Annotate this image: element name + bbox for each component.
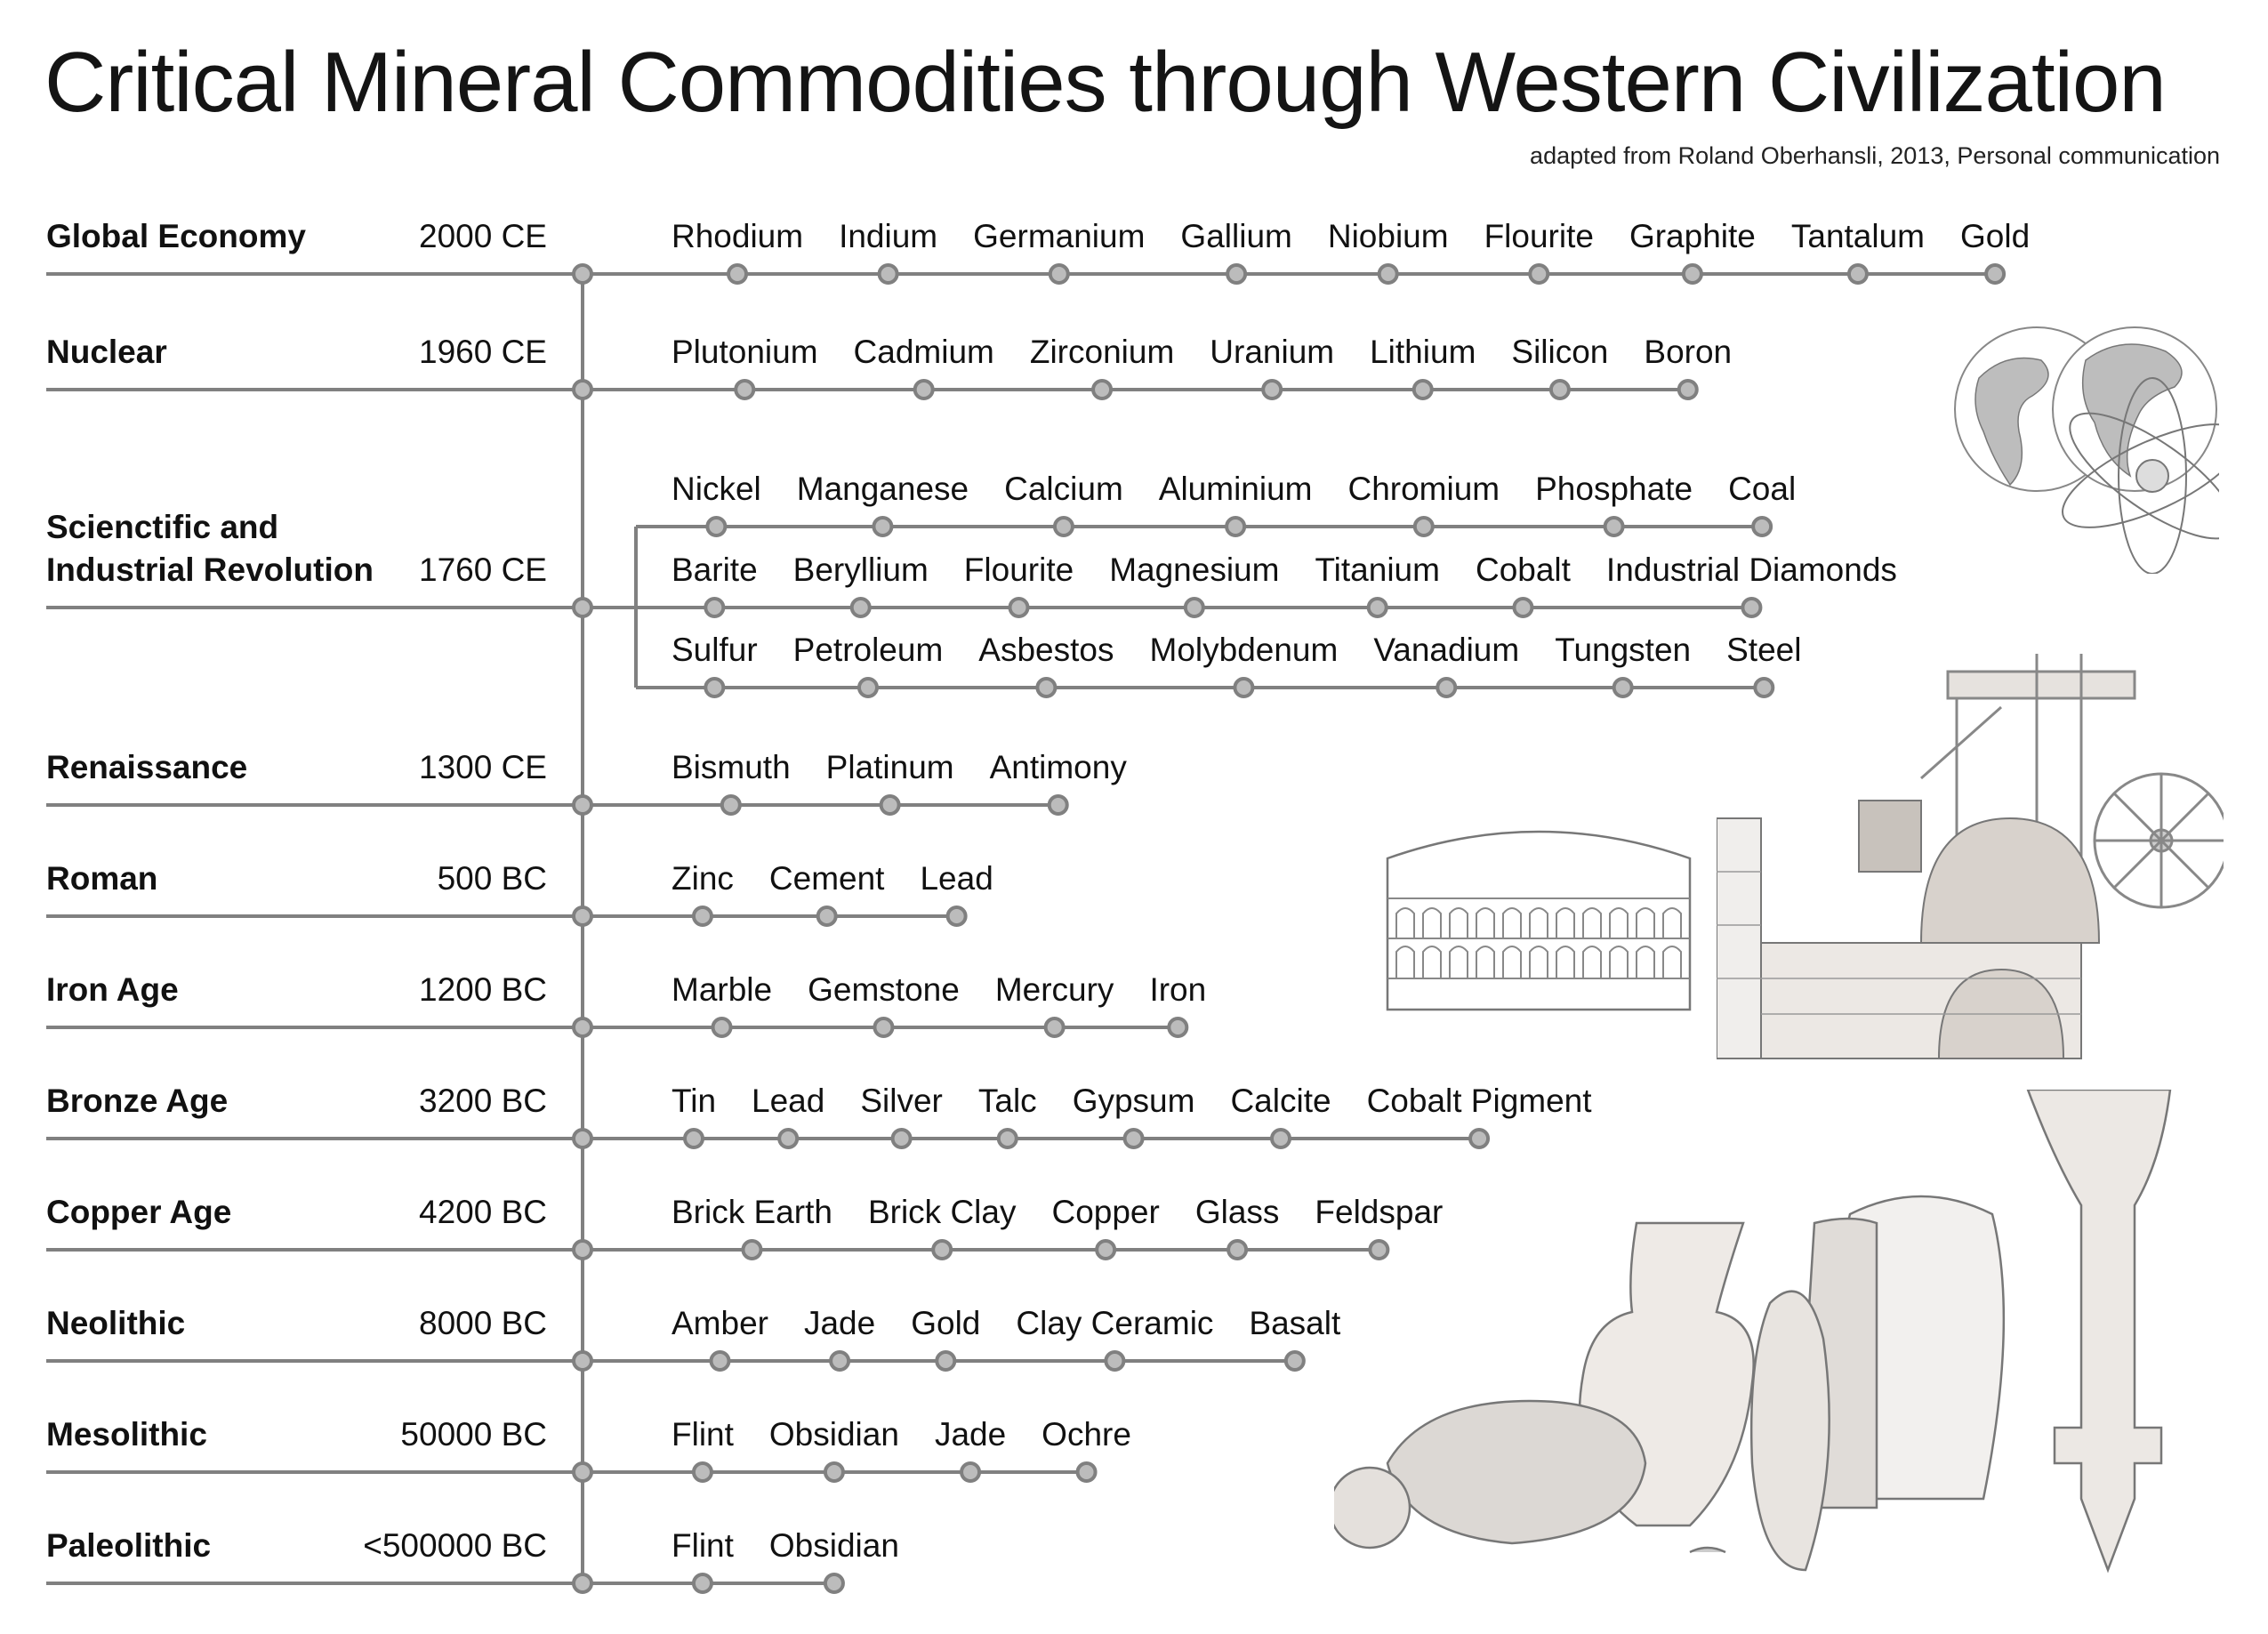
mineral-label: Gold	[1960, 218, 2031, 254]
mineral-label: Flint	[672, 1527, 734, 1564]
mineral-node	[915, 381, 933, 398]
mineral-label: Basalt	[1249, 1305, 1341, 1341]
mineral-label: Brick Clay	[867, 1194, 1017, 1230]
era-node	[574, 599, 591, 616]
mineral-node	[1679, 381, 1697, 398]
mineral-label: Tungsten	[1555, 632, 1692, 668]
mineral-label: Feldspar	[1315, 1194, 1444, 1230]
mineral-node	[736, 381, 753, 398]
mineral-node	[1614, 679, 1632, 696]
mineral-label: Niobium	[1327, 218, 1449, 254]
mineral-node	[1106, 1352, 1123, 1370]
mineral-label: Platinum	[825, 749, 954, 785]
mineral-node	[893, 1130, 911, 1147]
mineral-label: Coal	[1728, 471, 1797, 507]
mineral-label: Indium	[839, 218, 938, 254]
mineral-label: Calcium	[1004, 471, 1123, 507]
mineral-label: Germanium	[973, 218, 1146, 254]
mineral-node	[852, 599, 870, 616]
mineral-node	[859, 679, 877, 696]
era-node	[574, 907, 591, 925]
era-node	[574, 265, 591, 283]
mineral-label: Brick Earth	[672, 1194, 832, 1230]
mineral-label: Copper	[1051, 1194, 1160, 1230]
mineral-label: Mercury	[994, 971, 1114, 1008]
mineral-label: Petroleum	[792, 632, 944, 668]
mineral-label: Antimony	[989, 749, 1127, 785]
mineral-node	[707, 518, 725, 535]
mineral-node	[694, 1574, 712, 1592]
era-name: Iron Age	[46, 971, 179, 1008]
mineral-label: Lead	[920, 860, 993, 897]
mineral-node	[1009, 599, 1027, 616]
mineral-label: Gold	[911, 1305, 981, 1341]
mineral-label: Graphite	[1629, 218, 1756, 254]
mineral-node	[1514, 599, 1532, 616]
mineral-node	[711, 1352, 728, 1370]
mineral-label: Barite	[672, 551, 758, 588]
mineral-label: Ochre	[1042, 1416, 1131, 1453]
mineral-label: Silver	[860, 1083, 943, 1119]
mineral-node	[831, 1352, 848, 1370]
era-node	[574, 1574, 591, 1592]
mineral-node	[825, 1463, 843, 1481]
era-node	[574, 1463, 591, 1481]
era-name: Paleolithic	[46, 1527, 212, 1564]
mineral-node	[1228, 1241, 1246, 1259]
era-name: Roman	[46, 860, 158, 897]
mineral-node	[1050, 265, 1068, 283]
artifacts-icon	[1334, 1090, 2224, 1623]
era-date: 50000 BC	[400, 1416, 547, 1453]
mineral-label: Marble	[672, 971, 773, 1008]
mineral-label: Jade	[934, 1416, 1007, 1453]
mineral-label: Flourite	[1484, 218, 1594, 254]
mineral-node	[705, 599, 723, 616]
mineral-label: Amber	[672, 1305, 768, 1341]
mineral-label: Boron	[1644, 334, 1733, 370]
mineral-node	[1753, 518, 1771, 535]
era-date: 1960 CE	[419, 334, 547, 370]
era-row	[46, 749, 547, 785]
era-date: 500 BC	[437, 860, 547, 897]
mineral-node	[937, 1352, 954, 1370]
era-name: Global Economy	[46, 218, 306, 254]
mineral-node	[999, 1130, 1017, 1147]
mineral-label: Calcite	[1230, 1083, 1331, 1119]
mineral-label: Uranium	[1210, 334, 1335, 370]
mineral-label: Glass	[1194, 1194, 1280, 1230]
mineral-node	[694, 1463, 712, 1481]
mineral-label: Obsidian	[768, 1416, 899, 1453]
mineral-node	[1093, 381, 1111, 398]
mineral-node	[1379, 265, 1397, 283]
mineral-node	[961, 1463, 979, 1481]
mineral-node	[1037, 679, 1055, 696]
era-row	[46, 509, 547, 588]
mineral-label: Tantalum	[1790, 218, 1926, 254]
mineral-label: Iron	[1149, 971, 1207, 1008]
era-row	[46, 971, 547, 1008]
era-name: Industrial Revolution	[46, 551, 374, 588]
era-node	[574, 796, 591, 814]
mineral-label: Phosphate	[1535, 471, 1693, 507]
era-date: 2000 CE	[419, 218, 547, 254]
attribution: adapted from Roland Oberhansli, 2013, Personal communication	[1530, 142, 2220, 169]
era-name: Copper Age	[46, 1194, 232, 1230]
mineral-label: Titanium	[1315, 551, 1440, 588]
colosseum-icon	[1379, 823, 1699, 1018]
mineral-node	[1742, 599, 1760, 616]
mineral-node	[743, 1241, 760, 1259]
mineral-label: Nickel	[672, 471, 761, 507]
mineral-label: Steel	[1726, 632, 1802, 668]
mineral-label: Flint	[672, 1416, 734, 1453]
mineral-node	[825, 1574, 843, 1592]
mineral-label: Zirconium	[1029, 334, 1175, 370]
era-date: 1300 CE	[419, 749, 547, 785]
era-node	[574, 1352, 591, 1370]
mineral-label: Asbestos	[978, 632, 1114, 668]
mineral-label: Molybdenum	[1149, 632, 1339, 668]
era-row	[46, 1305, 547, 1341]
mineral-node	[1235, 679, 1252, 696]
mineral-node	[881, 796, 899, 814]
era-node	[574, 1130, 591, 1147]
era-name: Scienctific and	[46, 509, 279, 545]
mineral-node	[1272, 1130, 1290, 1147]
mineral-node	[779, 1130, 797, 1147]
mineral-label: Magnesium	[1109, 551, 1280, 588]
mineral-label: Cobalt	[1475, 551, 1571, 588]
mineral-label: Aluminium	[1158, 471, 1313, 507]
era-date: 4200 BC	[419, 1194, 547, 1230]
mineral-node	[1125, 1130, 1143, 1147]
era-row	[46, 860, 547, 897]
era-node	[574, 381, 591, 398]
mineral-node	[1078, 1463, 1096, 1481]
mineral-node	[1986, 265, 2004, 283]
mineral-label: Plutonium	[672, 334, 818, 370]
mineral-node	[1097, 1241, 1114, 1259]
cathedral-icon	[1717, 765, 2126, 1067]
mineral-node	[705, 679, 723, 696]
era-name: Mesolithic	[46, 1416, 207, 1453]
mineral-node	[1414, 381, 1432, 398]
era-row	[46, 1527, 547, 1564]
mineral-node	[880, 265, 897, 283]
mineral-node	[1530, 265, 1548, 283]
era-date: <500000 BC	[363, 1527, 547, 1564]
mineral-node	[1849, 265, 1867, 283]
mineral-label: Lithium	[1370, 334, 1476, 370]
era-row	[46, 218, 547, 254]
mineral-label: Silicon	[1511, 334, 1609, 370]
mineral-label: Tin	[672, 1083, 717, 1119]
era-row	[46, 1194, 547, 1230]
mineral-label: Industrial Diamonds	[1605, 551, 1897, 588]
era-name: Neolithic	[46, 1305, 186, 1341]
mineral-label: Gemstone	[808, 971, 960, 1008]
mineral-node	[1227, 265, 1245, 283]
mineral-node	[728, 265, 746, 283]
era-date: 3200 BC	[419, 1083, 547, 1119]
mineral-node	[1605, 518, 1623, 535]
mineral-label: Talc	[977, 1083, 1037, 1119]
mineral-node	[1046, 1018, 1064, 1036]
era-row	[46, 1083, 547, 1119]
mineral-node	[685, 1130, 703, 1147]
mineral-label: Flourite	[963, 551, 1074, 588]
era-name: Renaissance	[46, 749, 248, 785]
mineral-node	[818, 907, 836, 925]
mineral-node	[873, 518, 891, 535]
mineral-label: Vanadium	[1373, 632, 1520, 668]
era-row	[46, 1416, 547, 1453]
mineral-label: Cement	[768, 860, 885, 897]
mineral-label: Cobalt Pigment	[1366, 1083, 1592, 1119]
mineral-label: Gypsum	[1072, 1083, 1195, 1119]
era-row	[46, 334, 547, 370]
era-date: 1760 CE	[419, 551, 547, 588]
mineral-node	[1551, 381, 1569, 398]
era-date: 1200 BC	[419, 971, 547, 1008]
mineral-node	[1415, 518, 1433, 535]
mineral-label: Manganese	[796, 471, 969, 507]
mineral-node	[1186, 599, 1203, 616]
mineral-label: Sulfur	[672, 632, 758, 668]
mineral-node	[1369, 599, 1387, 616]
era-name: Nuclear	[46, 334, 167, 370]
mineral-node	[874, 1018, 892, 1036]
mineral-node	[1437, 679, 1455, 696]
mineral-label: Obsidian	[768, 1527, 899, 1564]
mineral-node	[933, 1241, 951, 1259]
globe-atom-icon	[1952, 307, 2219, 574]
era-node	[574, 1018, 591, 1036]
mineral-node	[1169, 1018, 1186, 1036]
mineral-label: Gallium	[1180, 218, 1292, 254]
era-name: Bronze Age	[46, 1083, 229, 1119]
page-title: Critical Mineral Commodities through Western Civilization	[44, 35, 2166, 130]
mineral-label: Chromium	[1347, 471, 1500, 507]
era-node	[574, 1241, 591, 1259]
mineral-label: Zinc	[672, 860, 734, 897]
mineral-label: Clay Ceramic	[1016, 1305, 1214, 1341]
mineral-node	[1226, 518, 1244, 535]
mineral-node	[1263, 381, 1281, 398]
mineral-label: Cadmium	[853, 334, 994, 370]
mineral-node	[722, 796, 740, 814]
era-date: 8000 BC	[419, 1305, 547, 1341]
mineral-node	[1286, 1352, 1304, 1370]
mineral-node	[1050, 796, 1067, 814]
mineral-label: Lead	[752, 1083, 825, 1119]
mineral-node	[1684, 265, 1701, 283]
mineral-label: Jade	[803, 1305, 876, 1341]
mineral-node	[948, 907, 966, 925]
mineral-label: Rhodium	[672, 218, 804, 254]
mineral-node	[1755, 679, 1773, 696]
mineral-label: Bismuth	[672, 749, 791, 785]
mineral-label: Beryllium	[792, 551, 929, 588]
mineral-node	[713, 1018, 731, 1036]
mineral-node	[1055, 518, 1073, 535]
mineral-node	[694, 907, 712, 925]
